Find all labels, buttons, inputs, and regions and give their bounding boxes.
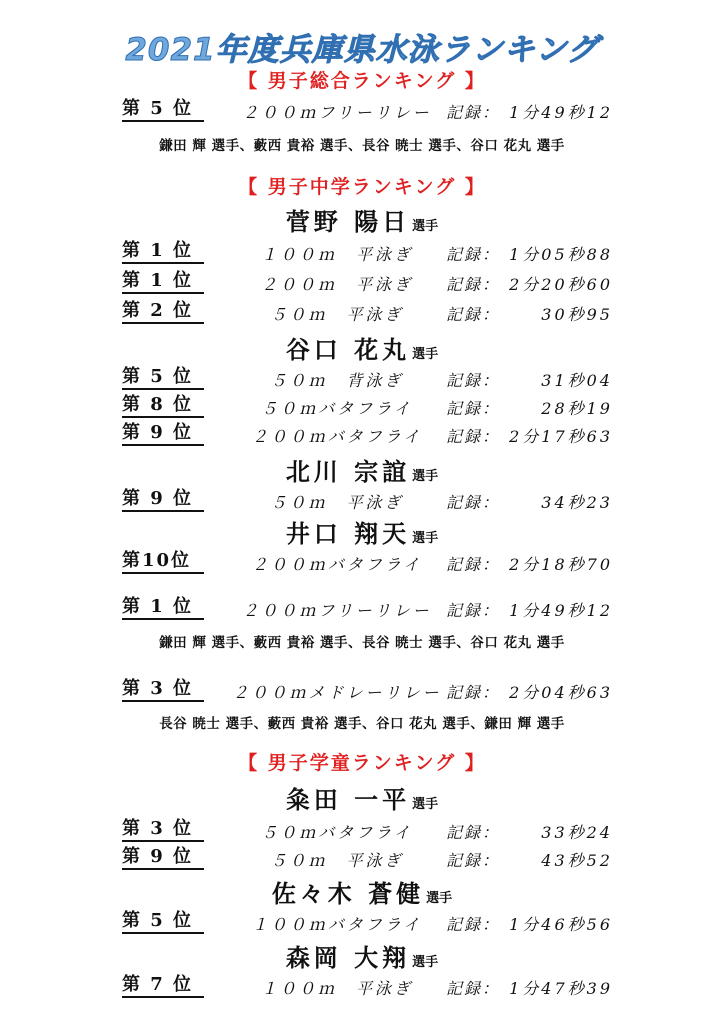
result-row	[0, 422, 724, 448]
record-label: 記録：	[446, 979, 501, 998]
swimmer-name	[0, 452, 724, 487]
swimmer-suffix: 選手	[412, 347, 439, 362]
swimmer-name	[0, 202, 724, 237]
section-header-elementary: 【 男子学童ランキング 】	[238, 752, 486, 774]
relay-members: 鎌田 輝 選手、藪西 貴裕 選手、長谷 暁士 選手、谷口 花丸 選手	[159, 138, 565, 154]
swimmer-name	[0, 780, 724, 815]
result-row	[0, 300, 724, 326]
event-label: ２００ｍ 平泳ぎ	[260, 275, 413, 294]
swimmer-suffix: 選手	[412, 797, 439, 812]
record-label: 記録：	[446, 305, 501, 324]
swimmer-name	[0, 330, 724, 365]
swimmer-name	[0, 938, 724, 973]
record-time: 43秒52	[541, 851, 613, 870]
event-label: ２００ｍフリーリレー	[242, 103, 432, 122]
result-row	[0, 394, 724, 420]
rank-label: 第 5 位	[122, 910, 204, 934]
swimmer-name-text: 佐々木 蒼健	[271, 879, 425, 908]
record-label: 記録：	[446, 245, 501, 264]
swimmer-name-text: 北川 宗誼	[285, 457, 411, 486]
result-row	[0, 550, 724, 576]
record-label: 記録：	[446, 851, 501, 870]
record-time: 2分04秒63	[509, 683, 613, 702]
record-time: 2分18秒70	[509, 555, 613, 574]
event-label: １００ｍ 平泳ぎ	[260, 979, 413, 998]
rank-label: 第 9 位	[122, 488, 204, 512]
swimmer-name-text: 菅野 陽日	[285, 207, 411, 236]
section-header-overall: 【 男子総合ランキング 】	[238, 70, 486, 92]
rank-label: 第 1 位	[122, 240, 204, 264]
swimmer-suffix: 選手	[412, 219, 439, 234]
record-label: 記録：	[446, 399, 501, 418]
record-time: 31秒04	[541, 371, 613, 390]
result-row	[0, 366, 724, 392]
record-time: 1分46秒56	[509, 915, 613, 934]
event-label: １００ｍバタフライ	[251, 915, 423, 934]
result-row	[0, 974, 724, 1000]
result-row	[0, 818, 724, 844]
swimmer-name-text: 粂田 一平	[285, 785, 411, 814]
rank-label: 第 3 位	[122, 818, 204, 842]
rank-label: 第 5 位	[122, 366, 204, 390]
rank-label: 第 8 位	[122, 394, 204, 418]
result-row	[0, 488, 724, 514]
event-label: ５０ｍ 平泳ぎ	[270, 305, 404, 324]
rank-label: 第 3 位	[122, 678, 204, 702]
event-label: ５０ｍバタフライ	[261, 823, 413, 842]
document-title: 2021年度兵庫県水泳ランキング	[125, 32, 599, 68]
record-label: 記録：	[446, 683, 501, 702]
result-row	[0, 596, 724, 622]
swimmer-suffix: 選手	[412, 955, 439, 970]
result-row	[0, 240, 724, 266]
event-label: ２００ｍメドレーリレー	[232, 683, 442, 702]
event-label: １００ｍ 平泳ぎ	[260, 245, 413, 264]
record-label: 記録：	[446, 275, 501, 294]
rank-label: 第10位	[122, 550, 204, 574]
rank-label: 第 1 位	[122, 596, 204, 620]
event-label: ２００ｍバタフライ	[251, 555, 423, 574]
result-row	[0, 846, 724, 872]
record-time: 1分05秒88	[509, 245, 613, 264]
rank-label: 第 7 位	[122, 974, 204, 998]
rank-label: 第 9 位	[122, 422, 204, 446]
rank-label: 第 5 位	[122, 98, 204, 122]
relay-members: 長谷 暁士 選手、藪西 貴裕 選手、谷口 花丸 選手、鎌田 輝 選手	[159, 716, 565, 732]
result-row	[0, 270, 724, 296]
swimmer-name-text: 谷口 花丸	[285, 335, 411, 364]
swimmer-name	[0, 874, 724, 909]
record-time: 1分49秒12	[509, 103, 613, 122]
record-label: 記録：	[446, 371, 501, 390]
result-row	[0, 678, 724, 704]
relay-members: 鎌田 輝 選手、藪西 貴裕 選手、長谷 暁士 選手、谷口 花丸 選手	[159, 635, 565, 651]
record-label: 記録：	[446, 823, 501, 842]
record-label: 記録：	[446, 915, 501, 934]
rank-label: 第 9 位	[122, 846, 204, 870]
record-label: 記録：	[446, 555, 501, 574]
record-time: 2分20秒60	[509, 275, 613, 294]
record-label: 記録：	[446, 601, 501, 620]
swimmer-name	[0, 514, 724, 549]
event-label: ５０ｍバタフライ	[261, 399, 413, 418]
record-time: 28秒19	[541, 399, 613, 418]
swimmer-suffix: 選手	[412, 531, 439, 546]
rank-label: 第 2 位	[122, 300, 204, 324]
record-time: 2分17秒63	[509, 427, 613, 446]
event-label: ２００ｍフリーリレー	[242, 601, 432, 620]
swimmer-suffix: 選手	[426, 891, 453, 906]
record-time: 1分49秒12	[509, 601, 613, 620]
record-label: 記録：	[446, 427, 501, 446]
event-label: ５０ｍ 平泳ぎ	[270, 851, 404, 870]
record-time: 34秒23	[541, 493, 613, 512]
record-time: 33秒24	[541, 823, 613, 842]
result-row	[0, 910, 724, 936]
swimmer-suffix: 選手	[412, 469, 439, 484]
event-label: ５０ｍ 平泳ぎ	[270, 493, 404, 512]
record-time: 30秒95	[541, 305, 613, 324]
event-label: ２００ｍバタフライ	[251, 427, 423, 446]
swimmer-name-text: 森岡 大翔	[285, 943, 411, 972]
record-label: 記録：	[446, 493, 501, 512]
section-header-junior-high: 【 男子中学ランキング 】	[238, 176, 486, 198]
result-row	[0, 98, 724, 124]
rank-label: 第 1 位	[122, 270, 204, 294]
swimmer-name-text: 井口 翔天	[285, 519, 411, 548]
record-time: 1分47秒39	[509, 979, 613, 998]
event-label: ５０ｍ 背泳ぎ	[270, 371, 404, 390]
record-label: 記録：	[446, 103, 501, 122]
